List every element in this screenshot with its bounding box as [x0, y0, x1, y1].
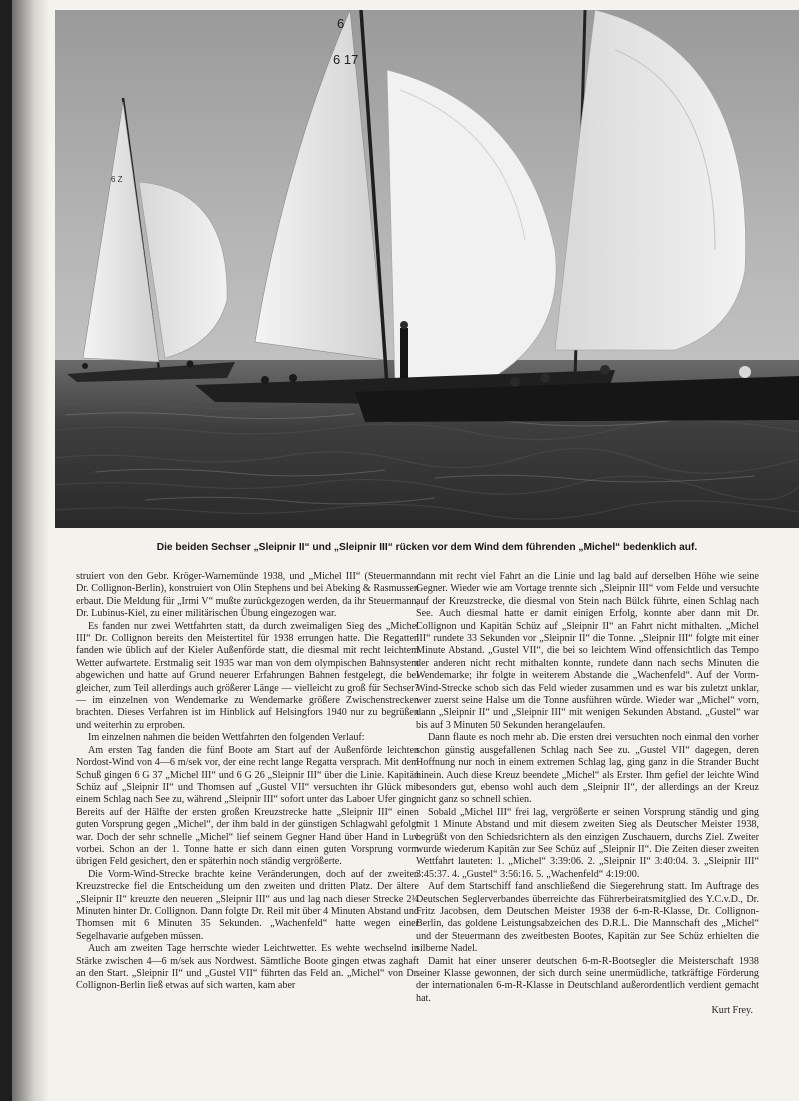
text-column-right [416, 571, 759, 1018]
sailing-photo [55, 10, 799, 528]
sail-number: 6 Z [111, 175, 123, 184]
paragraph: Sobald „Michel III“ frei lag, vergrößerte er seinen Vorsprung ständig und ging mit 1 Minute Abstand und mit diesem zweiten Sieg als Deutscher Meister 1938, begrüßt von den Schiedsrichtern als den einzigen Zuschauern, durchs Ziel. Zweiter wurde wiederum Kapitän zur See Schüz auf „Sleipnir II“. Die Zeiten dieser zweiten Wettfahrt lauteten: 1. „Michel“ 3:39:06. 2. „Sleipnir II“ 3:40:04. 3. „Sleipnir III“ 3:45:37. 4. „Gustel“ 3:56:16. 5. „Wachenfeld“ 4:19:00. [416, 806, 759, 880]
author-signature: Kurt Frey. [711, 1005, 753, 1017]
paragraph: Auch am zweiten Tage herrschte wieder Leichtwetter. Es wehte wechselnd in Stärke zwischen 4—6 m/sek aus Nordwest. Sämtliche Boote gingen etwas zaghaft an den Start. „Sleipnir II“ und „Gustel VII“ führten das Feld an. „Michel“ von Dr. Collignon-Berlin ließ etwas auf sich warten, kam aber [76, 943, 419, 992]
paragraph: Damit hat einer unserer deutschen 6-m-R-Bootsegler die Meisterschaft 1938 seiner Klasse gewonnen, der sich durch seine unermüdliche, tatkräftige Förderung der internationalen 6-m-R-Klasse in Deutschland außerordentlich verdient gemacht hat. [416, 955, 759, 1004]
paragraph: Dann flaute es noch mehr ab. Die ersten drei versuchten noch einmal den vorher schon günstig ausgefallenen Schlag nach See zu. „Gustel VII“ dagegen, deren Hoffnung nur noch in einem extremen Schlag lag, ging ganz in die Strander Bucht hinein. Auch diese Kreuz beendete „Michel“ als Erster. Ihm gefiel der leichte Wind besonders gut, ebenso wohl auch dem „Sleipnir II“, der allerdings an der Kreuz nicht ganz so schnell schien. [416, 732, 759, 806]
paragraph: Es fanden nur zwei Wettfahrten statt, da durch zweimaligen Sieg des „Michel III“ Dr. Collignon bereits den Meistertitel für 1938 errungen hatte. Die Regatten fanden wie üblich auf der Kieler Außenförde statt, die diesmal mit recht leichtem Wetter aufwartete. Erstmalig seit 1935 war man von dem olympischen Bahnsystem abgewichen und hatte auf Grund neuerer Erfahrungen Bahnen festgelegt, die bei gleicher, zum Teil allerdings auch größerer Länge — vielleicht zu groß für Sechser? — im einzelnen von Wendemarke zu Wendemarke größere Zwischenstrecken brachten. Dieses Verfahren ist im Hinblick auf Helsingfors 1940 nur zu begrüßen und weiterhin zu erproben. [76, 620, 419, 731]
paragraph: Am ersten Tag fanden die fünf Boote am Start auf der Außenförde leichten Nordost-Wind von 4—6 m/sek vor, der eine recht lange Regatta versprach. Mit dem Schuß gingen 6 G 37 „Michel III“ und 6 G 26 „Sleipnir III“ über die Linie. Kapitän Schüz auf „Sleipnir II“ und Thomsen auf „Gustel VII“ versuchten ihr Glück mit einem Schlag nach See zu, während „Sleipnir III“ sofort unter das Laboer Ufer ging. Bereits auf der Hälfte der ersten großen Kreuzstrecke hatte „Sleipnir III“ einen guten Vorsprung gegen „Michel“, der ihm bald in der günstigen Schlagwahl gefolgt war. Doch der sehr schnelle „Michel“ lief seinem Gegner Hand über Hand in Luv vorbei. Schon an der 1. Tonne hatte er sich dann einen guten Vorsprung vorm übrigen Feld gesichert, den er späterhin noch ständig vergrößerte. [76, 744, 419, 868]
sail-number: 6 [337, 16, 345, 31]
paragraph: struiert von den Gebr. Kröger-Warnemünde 1938, und „Michel III“ (Steuermann: Dr. Collignon-Berlin), konstruiert von Olin Stephens und bei Abeking & Rasmussen erbaut. Die Meldung für „Irmi V“ mußte zurückgezogen werden, da ihr Steuermann, Dr. Lubinus-Kiel, zu einer militärischen Übung eingezogen war. [76, 571, 419, 620]
paragraph: dann mit recht viel Fahrt an die Linie und lag bald auf derselben Höhe wie seine Gegner. Wieder wie am Vortage trennte sich „Sleipnir III“ vom Felde und versuchte auf der Kreuzstrecke, die diesmal von Stein nach Bülck führte, einen Schlag nach See. Auch diesmal hatte er damit einigen Erfolg, konnte aber dann mit Dr. Collignon und Kapitän Schüz auf „Sleipnir II“ an Fahrt nicht mithalten. „Michel III“ rundete 33 Sekunden vor „Sleipnir II“ die Tonne. „Sleipnir III“ folgte mit einer Minute Abstand. „Gustel VII“, die bei so leichtem Wind offensichtlich das Tempo der anderen nicht recht mithalten konnte, rundete dann nach sechs Minuten die Wendemarke; ihr folgte in weiterem Abstande die „Wachenfeld“. Auf der Vorm-Wind-Strecke schob sich das Feld wieder zusammen und es war bis zuletzt unklar, wer zuerst seine Halse um die Tonne ausführen würde. Wieder war „Michel“ vorn, dann „Sleipnir II“ und „Sleipnir III“ mit wenigen Sekunden Abstand. „Gustel“ war bis auf 3 Minuten 50 Sekunden herangelaufen. [416, 571, 759, 731]
paragraph: Im einzelnen nahmen die beiden Wettfahrten den folgenden Verlauf: [88, 732, 365, 744]
sail-number: 6 17 [333, 52, 359, 67]
paragraph: Die Vorm-Wind-Strecke brachte keine Veränderungen, doch auf der zweiten Kreuzstrecke fiel die Entscheidung um den zweiten und dritten Platz. Der ältere „Sleipnir II“ kreuzte den neueren „Sleipnir III“ aus und lag nach dieser Strecke 2¾ Minuten hinter Dr. Collignon. Dann folgte Dr. Reil mit über 4 Minuten Abstand und Thomsen mit 6 Minuten 35 Sekunden. „Wachenfeld“ hatte wegen einer Segelhavarie aufgeben müssen. [76, 868, 419, 942]
text-column-left [76, 571, 419, 993]
paragraph: Auf dem Startschiff fand anschließend die Siegerehrung statt. Im Auftrage des Deutschen Seglerverbandes überreichte das Führerbeiratsmitglied des Y.C.v.D., Dr. Fritz Jacobsen, dem Deutschen Meister 1938 der 6-m-R-Klasse, Dr. Collignon-Berlin, das goldene Leistungsabzeichen des D.R.L. Die Mannschaft des „Michel“ und der Steuermann des zweitbesten Bootes, Kapitän zur See Schüz erhielten die silberne Nadel. [416, 881, 759, 955]
photo-caption: Die beiden Sechser „Sleipnir II“ und „Sleipnir III“ rücken vor dem Wind dem führenden „Michel“ bedenklich auf. [156, 542, 698, 553]
